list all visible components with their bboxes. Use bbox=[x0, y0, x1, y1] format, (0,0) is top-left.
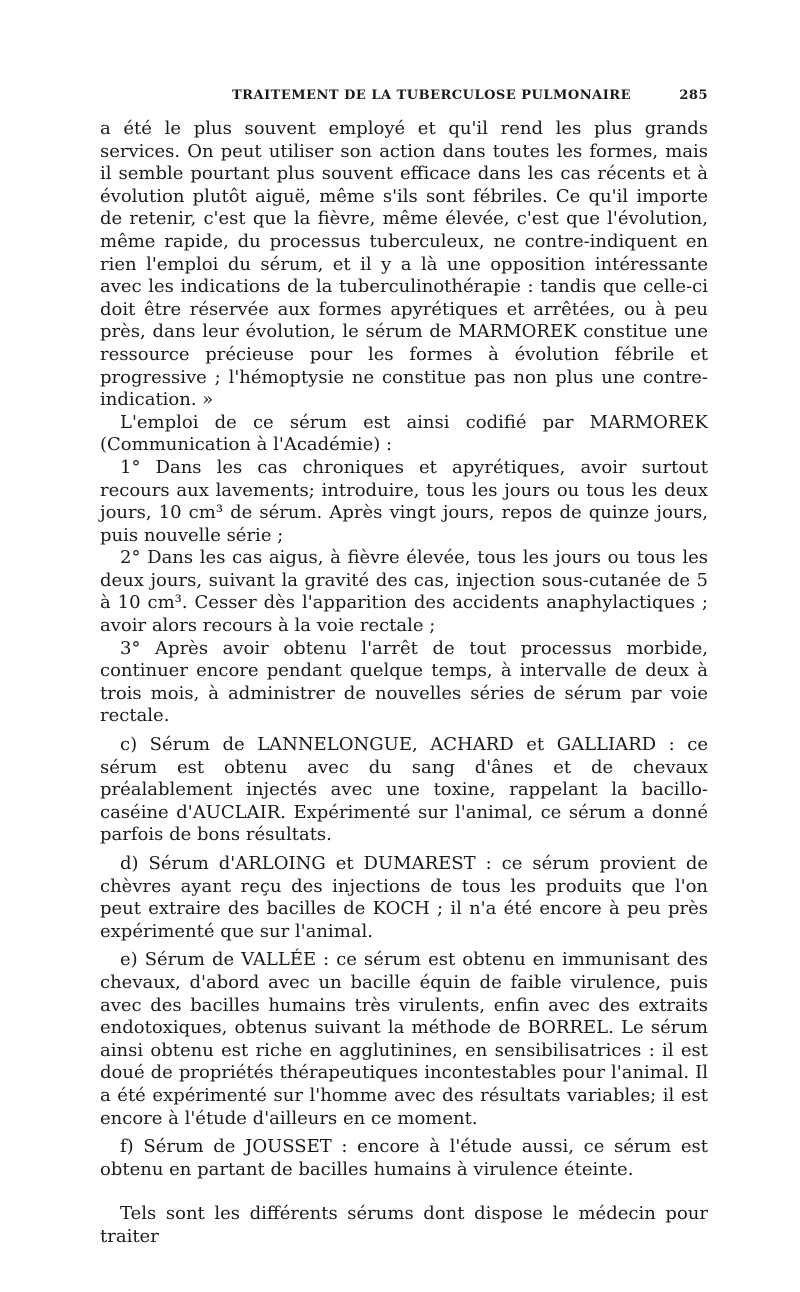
running-header bbox=[100, 88, 708, 108]
paragraph-continuation: a été le plus souvent employé et qu'il rend les plus grands services. On peut utiliser son action dans toutes les formes, mais il semble pourtant plus souvent efficace dans les cas récents et à évolution plutôt aiguë, même s'ils sont fébriles. Ce qu'il importe de retenir, c'est que la fièvre, même élevée, c'est que l'évolution, même rapide, du processus tuberculeux, ne contre-indiquent en rien l'emploi du sérum, et il y a là une opposition intéressante avec les indications de la tuberculinothérapie : tandis que celle-ci doit être réservée aux formes apyrétiques et arrêtées, ou à peu près, dans leur évolution, le sérum de MARMOREK constitue une ressource précieuse pour les formes à évolution fébrile et progressive ; l'hémoptysie ne constitue pas non plus une contre-indication. » bbox=[100, 118, 708, 411]
paragraph-serum-f: f) Sérum de JOUSSET : encore à l'étude aussi, ce sérum est obtenu en partant de bacilles humains à virulence éteinte. bbox=[100, 1136, 708, 1180]
page-number: 285 bbox=[679, 88, 708, 103]
paragraph-closing: Tels sont les différents sérums dont dispose le médecin pour traiter bbox=[100, 1203, 708, 1247]
paragraph-serum-c: c) Sérum de LANNELONGUE, ACHARD et GALLIARD : ce sérum est obtenu avec du sang d'ânes et de chevaux préalablement injectés avec une toxine, rappelant la bacillo-caséine d'AUCLAIR. Expérimenté sur l'animal, ce sérum a donné parfois de bons résultats. bbox=[100, 734, 708, 846]
body-text bbox=[100, 118, 708, 1249]
paragraph-serum-d: d) Sérum d'ARLOING et DUMAREST : ce sérum provient de chèvres ayant reçu des injections de tous les produits que l'on peut extraire des bacilles de KOCH ; il n'a été encore à peu près expérimenté que sur l'animal. bbox=[100, 853, 708, 942]
paragraph-item-3: 3° Après avoir obtenu l'arrêt de tout processus morbide, continuer encore pendant quelque temps, à intervalle de deux à trois mois, à administrer de nouvelles séries de sérum par voie rectale. bbox=[100, 637, 708, 727]
running-title: TRAITEMENT DE LA TUBERCULOSE PULMONAIRE bbox=[232, 88, 631, 103]
book-page bbox=[100, 0, 708, 1249]
paragraph-item-1: 1° Dans les cas chroniques et apyrétiques, avoir surtout recours aux lavements; introduire, tous les jours ou tous les deux jours, 10 cm³ de sérum. Après vingt jours, repos de quinze jours, puis nouvelle série ; bbox=[100, 456, 708, 546]
paragraph-item-2: 2° Dans les cas aigus, à fièvre élevée, tous les jours ou tous les deux jours, suivant la gravité des cas, injection sous-cutanée de 5 à 10 cm³. Cesser dès l'apparition des accidents anaphylactiques ; avoir alors recours à la voie rectale ; bbox=[100, 547, 708, 637]
paragraph-serum-e: e) Sérum de VALLÉE : ce sérum est obtenu en immunisant des chevaux, d'abord avec un bacille équin de faible virulence, puis avec des bacilles humains très virulents, enfin avec des extraits endotoxiques, obtenus suivant la méthode de BORREL. Le sérum ainsi obtenu est riche en agglutinines, en sensibilisatrices : il est doué de propriétés thérapeutiques incontestables pour l'animal. Il a été expérimenté sur l'homme avec des résultats variables; il est encore à l'étude d'ailleurs en ce moment. bbox=[100, 949, 708, 1129]
paragraph-marmorek-codification: L'emploi de ce sérum est ainsi codifié par MARMOREK (Communication à l'Académie) : bbox=[100, 411, 708, 456]
